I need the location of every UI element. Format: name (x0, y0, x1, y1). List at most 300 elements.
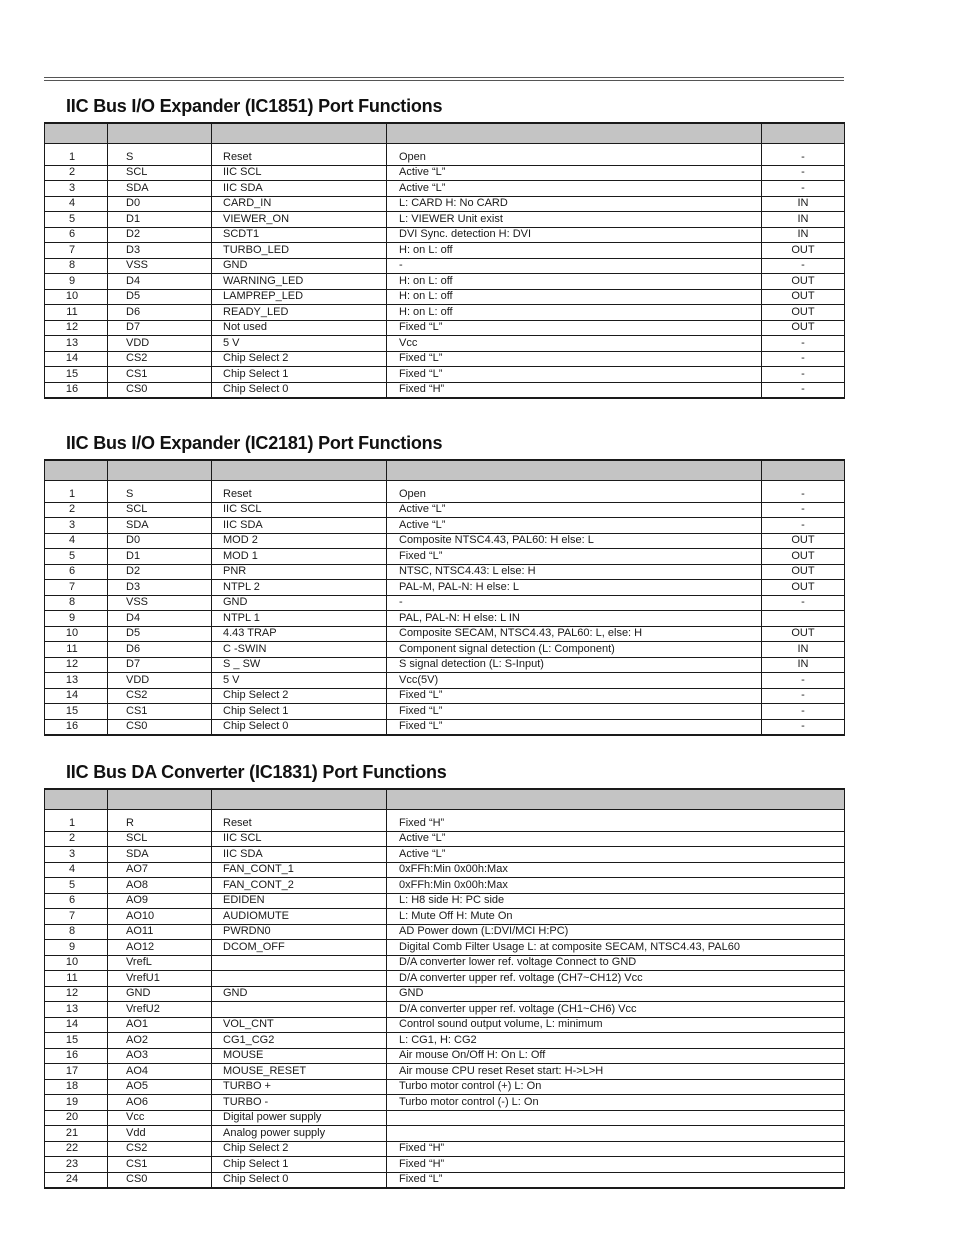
signal-name-cell (212, 971, 387, 987)
port-name-cell: AO3 (108, 1048, 212, 1064)
pin-number-cell: 5 (45, 878, 108, 894)
table-row (45, 1079, 845, 1095)
io-cell: IN (762, 227, 845, 243)
pin-number-cell: 15 (45, 1033, 108, 1049)
port-name-cell: AO6 (108, 1095, 212, 1111)
function-cell: Component signal detection (L: Component) (387, 642, 762, 658)
signal-name-cell: Chip Select 2 (212, 1141, 387, 1157)
pin-number-cell: 8 (45, 595, 108, 611)
pin-number-cell: 2 (45, 831, 108, 847)
function-cell: Active “L” (387, 165, 762, 181)
function-cell: PAL, PAL-N: H else: L IN (387, 611, 762, 627)
signal-name-cell: S _ SW (212, 657, 387, 673)
function-cell: H: on L: off (387, 289, 762, 305)
table-row (45, 336, 845, 352)
signal-name-cell: Reset (212, 150, 387, 165)
pin-number-cell: 12 (45, 986, 108, 1002)
pin-number-cell: 2 (45, 165, 108, 181)
port-name-cell: AO12 (108, 940, 212, 956)
table-header (45, 789, 845, 810)
io-cell: OUT (762, 549, 845, 565)
signal-name-cell: 5 V (212, 336, 387, 352)
table-row (45, 212, 845, 228)
function-cell (387, 1126, 845, 1142)
function-cell: Active “L” (387, 518, 762, 534)
pin-number-cell: 14 (45, 351, 108, 367)
function-cell: Open (387, 150, 762, 165)
table-row (45, 351, 845, 367)
table-row (45, 657, 845, 673)
table-row (45, 181, 845, 197)
port-name-cell: D4 (108, 611, 212, 627)
pin-number-cell: 9 (45, 940, 108, 956)
function-cell: H: on L: off (387, 243, 762, 259)
function-cell: Open (387, 487, 762, 502)
table-row (45, 1126, 845, 1142)
port-name-cell: AO10 (108, 909, 212, 925)
port-name-cell: D1 (108, 212, 212, 228)
pin-number-cell: 10 (45, 289, 108, 305)
function-cell: L: VIEWER Unit exist (387, 212, 762, 228)
io-cell: OUT (762, 243, 845, 259)
port-name-cell: AO7 (108, 862, 212, 878)
port-name-cell: CS0 (108, 719, 212, 735)
signal-name-cell: C -SWIN (212, 642, 387, 658)
table-row (45, 1048, 845, 1064)
table-row (45, 719, 845, 735)
function-cell: Active “L” (387, 831, 845, 847)
pin-number-cell: 12 (45, 657, 108, 673)
function-cell: Fixed “L” (387, 704, 762, 720)
table-row (45, 289, 845, 305)
table-row (45, 688, 845, 704)
signal-name-cell: FAN_CONT_1 (212, 862, 387, 878)
table-row (45, 549, 845, 565)
port-name-cell: AO2 (108, 1033, 212, 1049)
pin-number-cell: 12 (45, 320, 108, 336)
pin-number-cell: 10 (45, 955, 108, 971)
io-cell: - (762, 367, 845, 383)
port-name-cell: D3 (108, 580, 212, 596)
port-name-cell: SDA (108, 181, 212, 197)
table-row (45, 382, 845, 398)
port-name-cell: S (108, 487, 212, 502)
port-name-cell: VSS (108, 595, 212, 611)
table-header (45, 460, 845, 481)
function-cell: 0xFFh:Min 0x00h:Max (387, 878, 845, 894)
table-row (45, 580, 845, 596)
signal-name-cell: READY_LED (212, 305, 387, 321)
port-name-cell: Vcc (108, 1110, 212, 1126)
section-title: IIC Bus I/O Expander (IC1851) Port Functions (66, 96, 443, 116)
pin-number-cell: 5 (45, 549, 108, 565)
table-row (45, 502, 845, 518)
port-name-cell: D0 (108, 196, 212, 212)
function-cell: Fixed “H” (387, 1141, 845, 1157)
function-cell: 0xFFh:Min 0x00h:Max (387, 862, 845, 878)
port-name-cell: VDD (108, 336, 212, 352)
port-name-cell: D1 (108, 549, 212, 565)
signal-name-cell: IIC SCL (212, 165, 387, 181)
function-cell: D/A converter upper ref. voltage (CH1~CH6) Vcc (387, 1002, 845, 1018)
signal-name-cell: Chip Select 2 (212, 351, 387, 367)
function-cell: Composite NTSC4.43, PAL60: H else: L (387, 533, 762, 549)
table-row (45, 940, 845, 956)
io-cell (762, 611, 845, 627)
signal-name-cell: GND (212, 258, 387, 274)
port-name-cell: D5 (108, 289, 212, 305)
table-row (45, 1095, 845, 1111)
signal-name-cell: SCDT1 (212, 227, 387, 243)
function-cell: DVI Sync. detection H: DVI (387, 227, 762, 243)
table-row (45, 673, 845, 689)
signal-name-cell: PNR (212, 564, 387, 580)
signal-name-cell: MOD 2 (212, 533, 387, 549)
io-cell: - (762, 258, 845, 274)
signal-name-cell: Chip Select 2 (212, 688, 387, 704)
table-row (45, 150, 845, 165)
pin-number-cell: 9 (45, 611, 108, 627)
table-row (45, 955, 845, 971)
signal-name-cell: DCOM_OFF (212, 940, 387, 956)
port-name-cell: CS2 (108, 688, 212, 704)
function-cell: L: CG1, H: CG2 (387, 1033, 845, 1049)
signal-name-cell: TURBO + (212, 1079, 387, 1095)
pin-number-cell: 8 (45, 924, 108, 940)
pin-number-cell: 5 (45, 212, 108, 228)
signal-name-cell: IIC SCL (212, 502, 387, 518)
pin-number-cell: 3 (45, 518, 108, 534)
table-row (45, 367, 845, 383)
table-row (45, 595, 845, 611)
function-cell: H: on L: off (387, 305, 762, 321)
signal-name-cell: FAN_CONT_2 (212, 878, 387, 894)
io-cell: - (762, 150, 845, 165)
pin-number-cell: 13 (45, 1002, 108, 1018)
function-cell: Fixed “L” (387, 351, 762, 367)
pin-number-cell: 3 (45, 847, 108, 863)
port-name-cell: SCL (108, 165, 212, 181)
port-name-cell: VDD (108, 673, 212, 689)
port-table-ic2181 (44, 459, 845, 736)
port-name-cell: S (108, 150, 212, 165)
function-cell: Fixed “L” (387, 367, 762, 383)
port-name-cell: D7 (108, 320, 212, 336)
signal-name-cell: Chip Select 0 (212, 719, 387, 735)
io-cell: IN (762, 642, 845, 658)
table-row (45, 564, 845, 580)
table-row (45, 878, 845, 894)
pin-number-cell: 16 (45, 382, 108, 398)
port-name-cell: D4 (108, 274, 212, 290)
pin-number-cell: 10 (45, 626, 108, 642)
pin-number-cell: 22 (45, 1141, 108, 1157)
table-row (45, 611, 845, 627)
signal-name-cell: Chip Select 0 (212, 382, 387, 398)
signal-name-cell: EDIDEN (212, 893, 387, 909)
signal-name-cell: IIC SDA (212, 181, 387, 197)
signal-name-cell: Chip Select 0 (212, 1172, 387, 1188)
pin-number-cell: 6 (45, 893, 108, 909)
pin-number-cell: 21 (45, 1126, 108, 1142)
port-name-cell: CS2 (108, 351, 212, 367)
pin-number-cell: 7 (45, 909, 108, 925)
signal-name-cell: VIEWER_ON (212, 212, 387, 228)
io-cell: - (762, 181, 845, 197)
function-cell: Air mouse CPU reset Reset start: H->L>H (387, 1064, 845, 1080)
io-cell: OUT (762, 289, 845, 305)
pin-number-cell: 18 (45, 1079, 108, 1095)
pin-number-cell: 4 (45, 862, 108, 878)
signal-name-cell: AUDIOMUTE (212, 909, 387, 925)
table-row (45, 816, 845, 831)
table-row (45, 1157, 845, 1173)
port-name-cell: VrefL (108, 955, 212, 971)
top-rule-2 (44, 80, 844, 81)
io-cell: IN (762, 657, 845, 673)
port-table-ic1831 (44, 788, 845, 1189)
port-name-cell: VrefU1 (108, 971, 212, 987)
function-cell: Active “L” (387, 847, 845, 863)
function-cell: Fixed “L” (387, 549, 762, 565)
port-name-cell: AO1 (108, 1017, 212, 1033)
signal-name-cell: GND (212, 986, 387, 1002)
pin-number-cell: 14 (45, 688, 108, 704)
table-row (45, 165, 845, 181)
port-name-cell: SCL (108, 502, 212, 518)
function-cell: Turbo motor control (-) L: On (387, 1095, 845, 1111)
signal-name-cell: Reset (212, 816, 387, 831)
table-row (45, 1110, 845, 1126)
pin-number-cell: 9 (45, 274, 108, 290)
port-name-cell: CS0 (108, 382, 212, 398)
pin-number-cell: 23 (45, 1157, 108, 1173)
function-cell: Digital Comb Filter Usage L: at composite SECAM, NTSC4.43, PAL60 (387, 940, 845, 956)
table-row (45, 487, 845, 502)
table-row (45, 196, 845, 212)
pin-number-cell: 8 (45, 258, 108, 274)
function-cell: Vcc(5V) (387, 673, 762, 689)
port-name-cell: D6 (108, 305, 212, 321)
function-cell: L: CARD H: No CARD (387, 196, 762, 212)
pin-number-cell: 11 (45, 642, 108, 658)
io-cell: OUT (762, 533, 845, 549)
pin-number-cell: 4 (45, 533, 108, 549)
signal-name-cell: MOUSE (212, 1048, 387, 1064)
table-row (45, 893, 845, 909)
pin-number-cell: 16 (45, 1048, 108, 1064)
table-row (45, 626, 845, 642)
io-cell: - (762, 518, 845, 534)
section-title: IIC Bus DA Converter (IC1831) Port Functions (66, 762, 447, 782)
section-ic1831 (44, 762, 844, 1186)
table-row (45, 642, 845, 658)
io-cell: - (762, 688, 845, 704)
table-row (45, 1172, 845, 1188)
port-name-cell: SCL (108, 831, 212, 847)
port-name-cell: D6 (108, 642, 212, 658)
table-row (45, 1033, 845, 1049)
signal-name-cell: Chip Select 1 (212, 704, 387, 720)
port-name-cell: CS2 (108, 1141, 212, 1157)
function-cell (387, 1110, 845, 1126)
table-row (45, 909, 845, 925)
table-row (45, 704, 845, 720)
signal-name-cell: TURBO_LED (212, 243, 387, 259)
function-cell: Fixed “L” (387, 1172, 845, 1188)
table-body (45, 481, 845, 736)
io-cell: OUT (762, 626, 845, 642)
pin-number-cell: 11 (45, 971, 108, 987)
io-cell: OUT (762, 305, 845, 321)
signal-name-cell: MOD 1 (212, 549, 387, 565)
function-cell: Fixed “L” (387, 719, 762, 735)
function-cell: - (387, 258, 762, 274)
port-name-cell: CS1 (108, 1157, 212, 1173)
signal-name-cell: Chip Select 1 (212, 367, 387, 383)
signal-name-cell: IIC SDA (212, 518, 387, 534)
table-header (45, 123, 845, 144)
signal-name-cell: NTPL 2 (212, 580, 387, 596)
io-cell: OUT (762, 580, 845, 596)
io-cell: - (762, 351, 845, 367)
function-cell: Turbo motor control (+) L: On (387, 1079, 845, 1095)
table-body (45, 810, 845, 1189)
pin-number-cell: 11 (45, 305, 108, 321)
io-cell: OUT (762, 320, 845, 336)
io-cell: - (762, 336, 845, 352)
io-cell: - (762, 595, 845, 611)
pin-number-cell: 6 (45, 227, 108, 243)
table-row (45, 320, 845, 336)
signal-name-cell: LAMPREP_LED (212, 289, 387, 305)
signal-name-cell: Reset (212, 487, 387, 502)
port-name-cell: CS0 (108, 1172, 212, 1188)
signal-name-cell: NTPL 1 (212, 611, 387, 627)
function-cell: Fixed “L” (387, 320, 762, 336)
table-row (45, 1002, 845, 1018)
table-row (45, 831, 845, 847)
pin-number-cell: 24 (45, 1172, 108, 1188)
port-name-cell: AO5 (108, 1079, 212, 1095)
pin-number-cell: 19 (45, 1095, 108, 1111)
function-cell: Fixed “H” (387, 382, 762, 398)
function-cell: Air mouse On/Off H: On L: Off (387, 1048, 845, 1064)
table-row (45, 227, 845, 243)
port-name-cell: CS1 (108, 704, 212, 720)
signal-name-cell: IIC SCL (212, 831, 387, 847)
io-cell: OUT (762, 564, 845, 580)
port-table-ic1851 (44, 122, 845, 399)
pin-number-cell: 13 (45, 673, 108, 689)
io-cell: - (762, 719, 845, 735)
table-row (45, 1064, 845, 1080)
io-cell: - (762, 487, 845, 502)
port-name-cell: AO8 (108, 878, 212, 894)
function-cell: NTSC, NTSC4.43: L else: H (387, 564, 762, 580)
table-row (45, 243, 845, 259)
pin-number-cell: 4 (45, 196, 108, 212)
table-row (45, 518, 845, 534)
pin-number-cell: 1 (45, 487, 108, 502)
function-cell: D/A converter lower ref. voltage Connect to GND (387, 955, 845, 971)
function-cell: Composite SECAM, NTSC4.43, PAL60: L, else: H (387, 626, 762, 642)
function-cell: Control sound output volume, L: minimum (387, 1017, 845, 1033)
signal-name-cell: GND (212, 595, 387, 611)
signal-name-cell: 5 V (212, 673, 387, 689)
function-cell: Active “L” (387, 181, 762, 197)
io-cell: - (762, 704, 845, 720)
table-row (45, 305, 845, 321)
pin-number-cell: 20 (45, 1110, 108, 1126)
port-name-cell: VrefU2 (108, 1002, 212, 1018)
signal-name-cell: IIC SDA (212, 847, 387, 863)
port-name-cell: D3 (108, 243, 212, 259)
io-cell: - (762, 382, 845, 398)
table-body (45, 144, 845, 399)
section-ic2181 (44, 433, 844, 733)
section-ic1851 (44, 96, 844, 396)
pin-number-cell: 1 (45, 150, 108, 165)
port-name-cell: D2 (108, 564, 212, 580)
function-cell: L: H8 side H: PC side (387, 893, 845, 909)
pin-number-cell: 16 (45, 719, 108, 735)
signal-name-cell: Digital power supply (212, 1110, 387, 1126)
signal-name-cell: Not used (212, 320, 387, 336)
pin-number-cell: 15 (45, 704, 108, 720)
pin-number-cell: 13 (45, 336, 108, 352)
pin-number-cell: 1 (45, 816, 108, 831)
pin-number-cell: 14 (45, 1017, 108, 1033)
port-name-cell: SDA (108, 847, 212, 863)
table-row (45, 924, 845, 940)
signal-name-cell: Analog power supply (212, 1126, 387, 1142)
table-row (45, 274, 845, 290)
table-row (45, 862, 845, 878)
port-name-cell: AO9 (108, 893, 212, 909)
port-name-cell: AO4 (108, 1064, 212, 1080)
signal-name-cell: TURBO - (212, 1095, 387, 1111)
signal-name-cell: WARNING_LED (212, 274, 387, 290)
port-name-cell: R (108, 816, 212, 831)
io-cell: IN (762, 212, 845, 228)
function-cell: - (387, 595, 762, 611)
io-cell: - (762, 673, 845, 689)
table-row (45, 971, 845, 987)
pin-number-cell: 3 (45, 181, 108, 197)
function-cell: Fixed “H” (387, 816, 845, 831)
port-name-cell: D2 (108, 227, 212, 243)
port-name-cell: SDA (108, 518, 212, 534)
port-name-cell: CS1 (108, 367, 212, 383)
io-cell: - (762, 502, 845, 518)
pin-number-cell: 6 (45, 564, 108, 580)
io-cell: - (762, 165, 845, 181)
signal-name-cell (212, 1002, 387, 1018)
signal-name-cell: MOUSE_RESET (212, 1064, 387, 1080)
signal-name-cell: 4.43 TRAP (212, 626, 387, 642)
pin-number-cell: 7 (45, 243, 108, 259)
function-cell: Fixed “L” (387, 688, 762, 704)
table-row (45, 533, 845, 549)
port-name-cell: D0 (108, 533, 212, 549)
port-name-cell: D7 (108, 657, 212, 673)
signal-name-cell: Chip Select 1 (212, 1157, 387, 1173)
function-cell: L: Mute Off H: Mute On (387, 909, 845, 925)
table-row (45, 1017, 845, 1033)
io-cell: OUT (762, 274, 845, 290)
function-cell: GND (387, 986, 845, 1002)
